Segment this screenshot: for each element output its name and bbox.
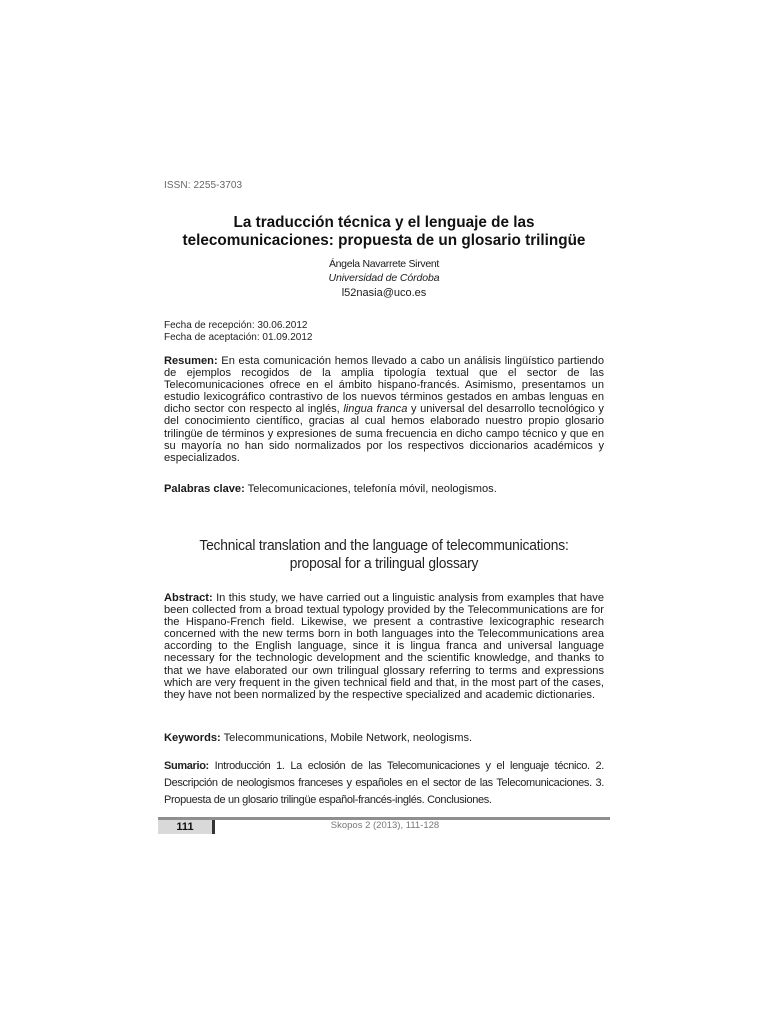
author-block — [150, 257, 618, 300]
palabras-clave-label: Palabras clave: — [164, 483, 245, 495]
accepted-date: Fecha de aceptación: 01.09.2012 — [164, 332, 313, 343]
resumen-paragraph — [164, 355, 604, 464]
resumen-label: Resumen: — [164, 355, 218, 367]
sumario-text: Introducción 1. La eclosión de las Telecomunicaciones y el lenguaje técnico. 2. Descripción de neologismos franceses y españoles en el sector de las Telecomunicaciones. 3. Propuesta de un glosario trilingüe español-francés-inglés. Conclusiones. — [164, 760, 604, 806]
page-number: 111 — [176, 821, 194, 833]
title-es-line2: telecomunicaciones: propuesta de un glosario trilingüe — [182, 232, 586, 249]
resumen-italic-term: lingua franca — [343, 403, 408, 416]
author-email: l52nasia@uco.es — [341, 287, 427, 299]
palabras-clave-text: Telecomunicaciones, telefonía móvil, neologismos. — [244, 483, 497, 495]
author-name: Ángela Navarrete Sirvent — [328, 258, 440, 270]
abstract-label: Abstract: — [164, 592, 213, 604]
sumario-paragraph — [164, 758, 604, 809]
abstract-text: In this study, we have carried out a linguistic analysis from examples that have been collected from a broad textual typology provided by the Telecommunications are for the Hispano-French field. Likewise, we present a contrastive lexicographic research concerned with the new terms born in both languages into the Telecommunications area according to the English language, since it is lingua franca and universal language necessary for the technologic development and the scientific knowledge, and thanks to that we have elaborated our own trilingual glossary referring to terms and expressions which are very frequent in the given technical field and that, in the most part of the cases, they have not been normalized by the respective specialized and academic dictionaries. — [164, 592, 604, 701]
title-es-line1: La traducción técnica y el lenguaje de las — [233, 214, 535, 231]
keywords-label: Keywords: — [164, 732, 221, 744]
submission-dates — [164, 320, 312, 344]
journal-reference: Skopos 2 (2013), 111-128 — [330, 820, 440, 831]
abstract-paragraph — [164, 592, 604, 701]
palabras-clave-paragraph — [164, 483, 604, 495]
resumen-text-2: y universal del desarrollo tecnológico y del conocimiento científico, gracias al cual hemos elaborado nuestro propio glosario trilingüe de términos y expresiones de suma frecuencia en dicho campo técnico y que en su mayoría no han sido normalizados por los respectivos diccionarios académicos y especializados. — [164, 403, 604, 464]
title-en-line2: proposal for a trilingual glossary — [289, 555, 479, 572]
article-title-en — [169, 537, 600, 573]
issn-label: ISSN: 2255-3703 — [164, 180, 243, 191]
keywords-paragraph — [164, 732, 604, 744]
keywords-text: Telecommunications, Mobile Network, neologisms. — [220, 732, 473, 744]
author-affiliation: Universidad de Córdoba — [328, 272, 440, 284]
article-title-es — [150, 214, 618, 250]
received-date: Fecha de recepción: 30.06.2012 — [164, 320, 308, 331]
title-en-line1: Technical translation and the language of telecommunications: — [199, 537, 569, 554]
sumario-label: Sumario: — [164, 760, 209, 772]
resumen-text-1: En esta comunicación hemos llevado a cabo un análisis lingüístico partiendo de ejemplos recogidos de la amplia tipología textual que el sector de las Telecomunicaciones ofrece en el ámbito hispano-francés. Asimismo, presentamos un estudio lexicográfico contrastivo de los nuevos términos gestados en ambas lenguas en dicho sector con respecto al inglés, — [164, 355, 604, 416]
